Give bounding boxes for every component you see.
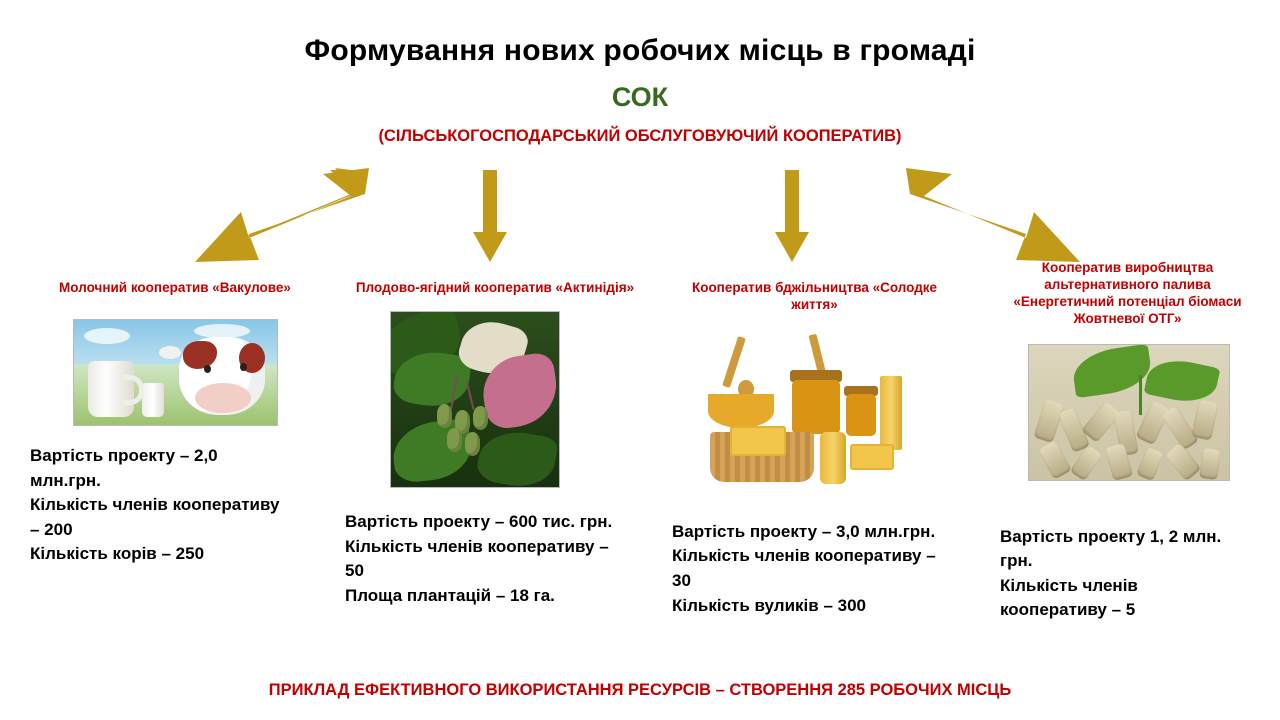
- arrow-to-column-3: [775, 170, 809, 262]
- honey-products-photo: [694, 328, 914, 498]
- arrow-to-column-4: [905, 168, 1080, 263]
- page-title: Формування нових робочих місць в громаді: [304, 34, 976, 67]
- column-1-line-3: Кількість корів – 250: [30, 544, 205, 564]
- column-2-line-3: Площа плантацій – 18 га.: [345, 585, 555, 605]
- column-3-line-2: Кількість членів кооперативу – 30: [672, 546, 936, 591]
- cooperative-column-1: [30, 280, 320, 567]
- column-3-heading: Кооператив бджільництва «Солодке життя»: [691, 280, 938, 312]
- cooperative-column-4: [1000, 260, 1255, 623]
- cooperative-column-3: [672, 280, 957, 618]
- cooperative-column-2: [345, 280, 645, 608]
- column-4-heading: Кооператив виробництва альтернативного палива «Енергетичний потенціал біомаси Жовтневої ОТГ»: [1013, 260, 1242, 326]
- column-2-line-2: Кількість членів кооперативу – 50: [345, 536, 609, 581]
- column-1-line-2: Кількість членів кооперативу – 200: [30, 495, 280, 539]
- subtitle-sok: СОК: [611, 82, 669, 112]
- column-2-details: [345, 510, 615, 609]
- biomass-pellets-photo: [1028, 344, 1230, 481]
- column-1-heading: Молочний кооператив «Вакулове»: [59, 280, 291, 295]
- column-1-line-1: Вартість проекту – 2,0 млн.грн.: [30, 445, 218, 490]
- arrow-to-column-2: [473, 170, 507, 262]
- column-3-details: [672, 520, 937, 619]
- milk-and-cow-photo: [73, 319, 278, 426]
- column-4-details: [1000, 525, 1225, 624]
- column-1-details: [30, 444, 280, 567]
- actinidia-plant-photo: [390, 311, 560, 488]
- column-3-line-1: Вартість проекту – 3,0 млн.грн.: [672, 521, 936, 541]
- column-4-line-2: Кількість членів кооперативу – 5: [1000, 575, 1138, 620]
- arrow-to-column-1: [195, 168, 370, 263]
- footer-note: ПРИКЛАД ЕФЕКТИВНОГО ВИКОРИСТАННЯ РЕСУРСІВ – СТВОРЕННЯ 285 РОБОЧИХ МІСЦЬ: [268, 681, 1012, 699]
- subtitle-expansion: (СІЛЬСЬКОГОСПОДАРСЬКИЙ ОБСЛУГОВУЮЧИЙ КООПЕРАТИВ): [378, 127, 902, 145]
- column-2-heading: Плодово-ягідний кооператив «Актинідія»: [355, 280, 635, 295]
- column-2-line-1: Вартість проекту – 600 тис. грн.: [345, 511, 613, 531]
- column-3-line-3: Кількість вуликів – 300: [672, 595, 866, 615]
- column-4-line-1: Вартість проекту 1, 2 млн. грн.: [1000, 526, 1222, 571]
